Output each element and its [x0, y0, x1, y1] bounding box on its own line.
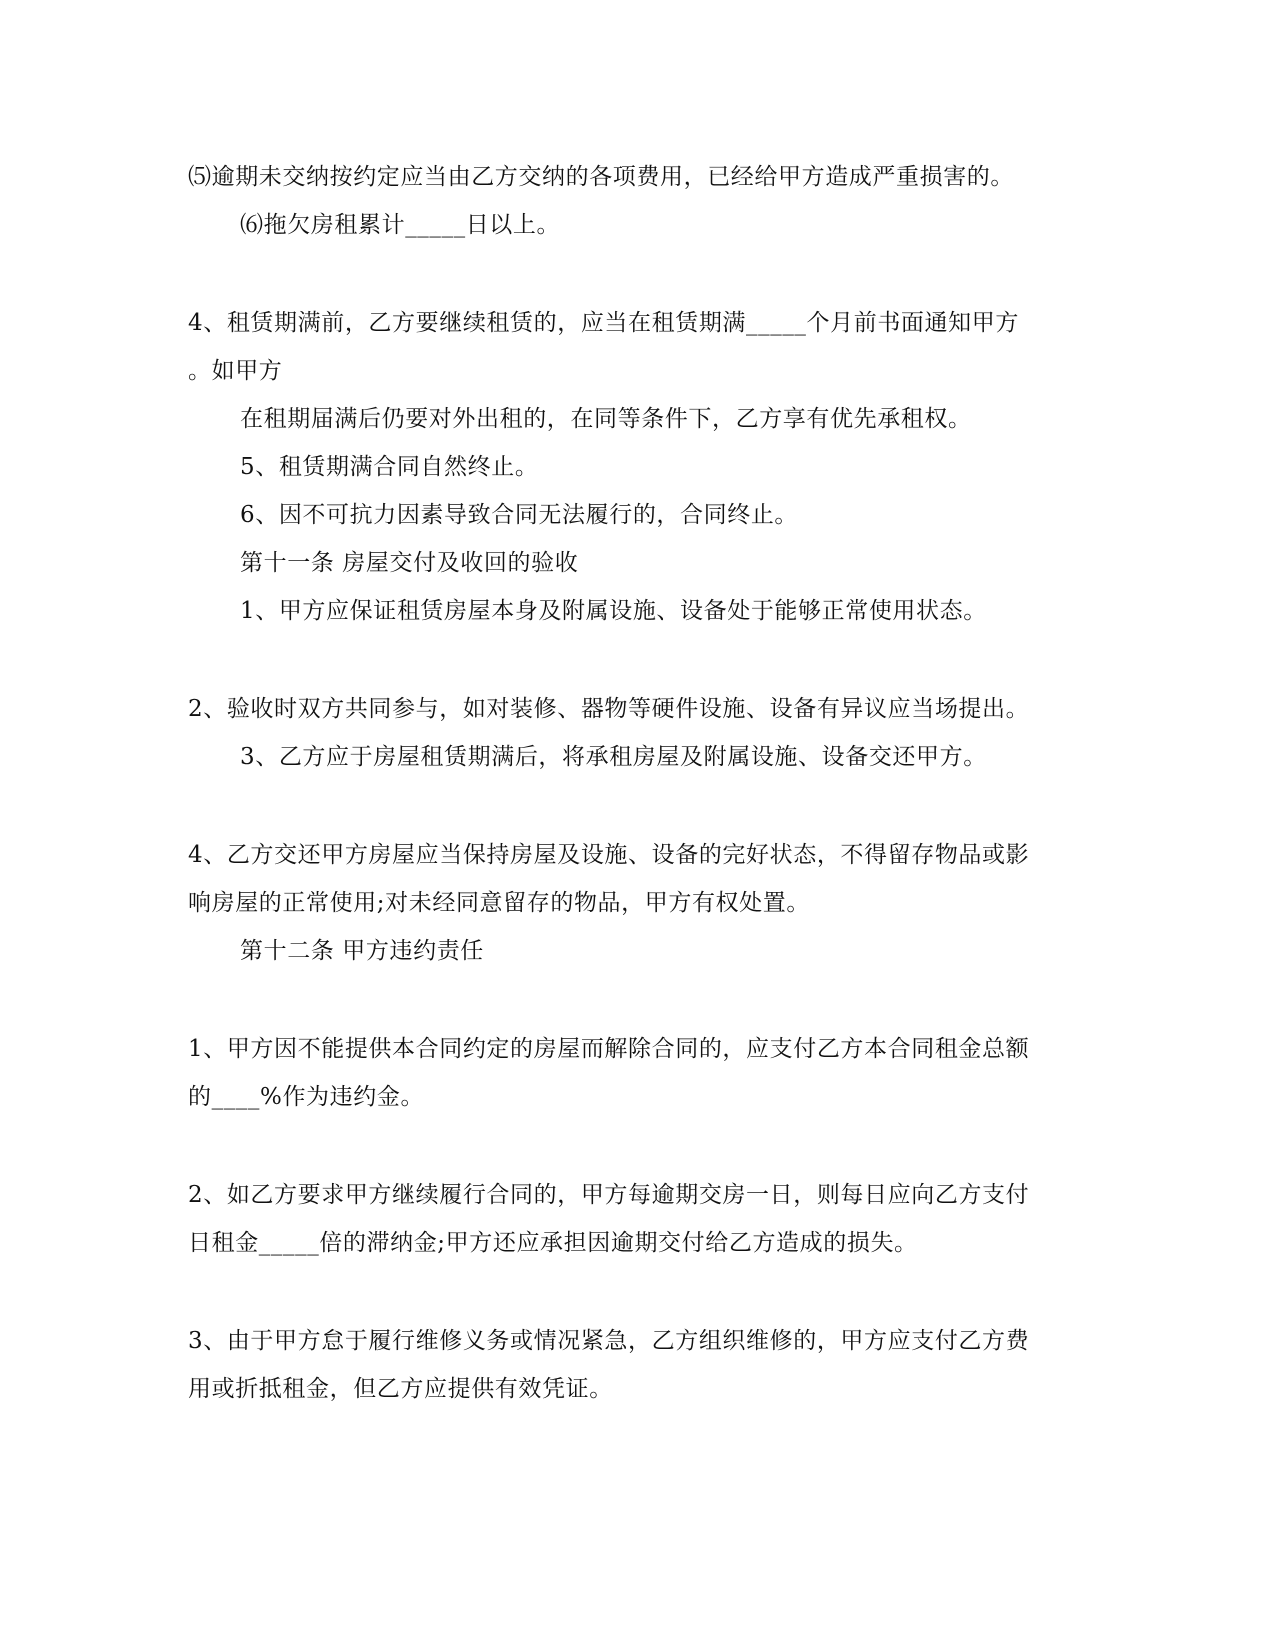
clause-5-expiry-termination: 5、租赁期满合同自然终止。 — [240, 454, 539, 480]
clause-6-force-majeure: 6、因不可抗力因素导致合同无法履行的，合同终止。 — [240, 502, 799, 528]
clause-4-renewal-notice: 4、租赁期满前，乙方要继续租赁的，应当在租赁期满_____个月前书面通知甲方 — [188, 310, 1019, 336]
article-12-clause-3: 3、由于甲方怠于履行维修义务或情况紧急，乙方组织维修的，甲方应支付乙方费 — [188, 1328, 1030, 1354]
article-12-clause-1-cont: 的____%作为违约金。 — [188, 1084, 425, 1110]
article-11-heading: 第十一条 房屋交付及收回的验收 — [240, 550, 579, 576]
article-11-clause-2: 2、验收时双方共同参与，如对装修、器物等硬件设施、设备有异议应当场提出。 — [188, 696, 1030, 722]
clause-item-5-overdue-fees: ⑸逾期未交纳按约定应当由乙方交纳的各项费用，已经给甲方造成严重损害的。 — [188, 164, 1014, 190]
clause-4-renewal-notice-cont: 。如甲方 — [188, 358, 283, 384]
article-12-clause-2: 2、如乙方要求甲方继续履行合同的，甲方每逾期交房一日，则每日应向乙方支付 — [188, 1182, 1030, 1208]
article-11-clause-4-cont: 响房屋的正常使用;对未经同意留存的物品，甲方有权处置。 — [188, 890, 810, 916]
article-12-clause-3-cont: 用或折抵租金，但乙方应提供有效凭证。 — [188, 1376, 613, 1402]
article-12-clause-2-cont: 日租金_____倍的滞纳金;甲方还应承担因逾期交付给乙方造成的损失。 — [188, 1230, 918, 1256]
clause-4-priority-right: 在租期届满后仍要对外出租的，在同等条件下，乙方享有优先承租权。 — [240, 406, 972, 432]
article-11-clause-4: 4、乙方交还甲方房屋应当保持房屋及设施、设备的完好状态，不得留存物品或影 — [188, 842, 1030, 868]
article-11-clause-1: 1、甲方应保证租赁房屋本身及附属设施、设备处于能够正常使用状态。 — [240, 598, 987, 624]
article-12-heading: 第十二条 甲方违约责任 — [240, 938, 484, 964]
article-11-clause-3: 3、乙方应于房屋租赁期满后，将承租房屋及附属设施、设备交还甲方。 — [240, 744, 987, 770]
clause-item-6-rent-arrears: ⑹拖欠房租累计_____日以上。 — [240, 212, 561, 238]
article-12-clause-1: 1、甲方因不能提供本合同约定的房屋而解除合同的，应支付乙方本合同租金总额 — [188, 1036, 1030, 1062]
